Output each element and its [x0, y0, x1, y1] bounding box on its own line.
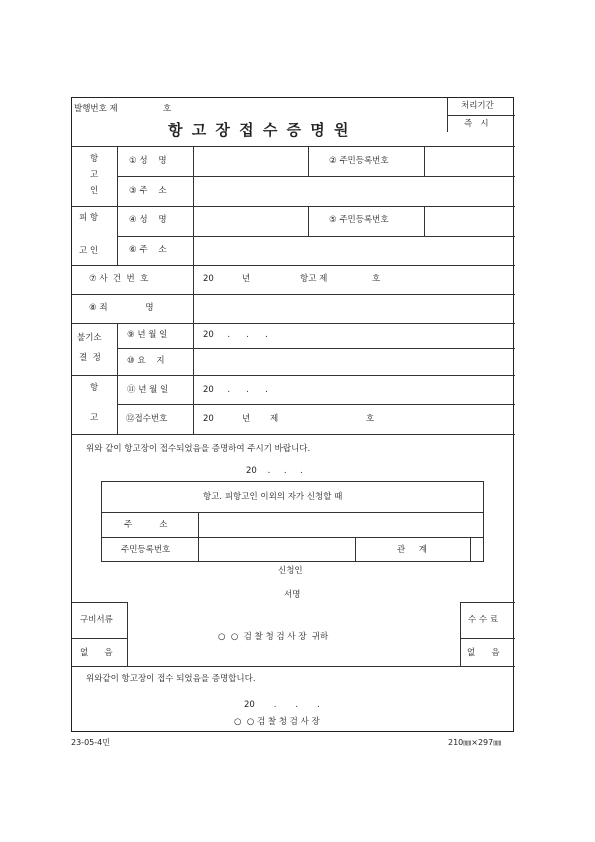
- request-date: 20 . . .: [246, 466, 303, 476]
- certificate-form: [71, 97, 514, 732]
- appeal-group-bottom: 고: [90, 413, 99, 423]
- case-appeal-prefix: 항고 제: [300, 274, 328, 284]
- third-party-relation-field[interactable]: [471, 538, 483, 561]
- issue-number-label: 발행번호 제: [74, 104, 118, 114]
- case-year-suffix: 년: [242, 274, 251, 284]
- non-prosecution-gist-label: ⑩ 요 지: [127, 356, 165, 366]
- appeal-date-label: ⑪ 년 월 일: [127, 385, 169, 395]
- non-prosecution-date-label: ⑨ 년 월 일: [127, 330, 168, 340]
- appellee-rrn-field[interactable]: [425, 207, 514, 235]
- appellant-name-field[interactable]: [194, 147, 307, 175]
- third-party-relation-label: 관 계: [397, 545, 427, 555]
- case-appeal-suffix: 호: [372, 274, 381, 284]
- appellant-group-label-1: 항: [90, 154, 99, 164]
- appellant-rrn-label: ② 주민등록번호: [329, 156, 389, 166]
- appeal-date-value: 20 . . .: [203, 385, 268, 395]
- documents-value: 없 음: [80, 648, 113, 658]
- appellee-name-field[interactable]: [194, 207, 307, 235]
- appeal-receipt-label: ⑫접수번호: [126, 414, 168, 424]
- processing-period-label: 처리기간: [461, 101, 494, 111]
- applicant-label: 신청인: [278, 566, 303, 576]
- paper-size: 210㎜×297㎜: [448, 738, 502, 747]
- certification-signer: ○ ○ 검 찰 청 검 사 장: [234, 717, 320, 727]
- third-party-address-label: 주 소: [124, 520, 168, 530]
- appellee-group-label-top: 피 항: [79, 213, 99, 223]
- appellee-rrn-label: ⑤ 주민등록번호: [329, 215, 389, 225]
- documents-label: 구비서류: [80, 615, 113, 625]
- form-title: 항 고 장 접 수 증 명 원: [168, 121, 351, 139]
- third-party-title: 항고. 피항고인 이외의 자가 신청할 때: [203, 492, 343, 502]
- case-number-label: ⑦ 사 건 번 호: [89, 274, 149, 284]
- crime-field[interactable]: [194, 295, 514, 322]
- appellant-group-label-3: 인: [90, 186, 99, 196]
- appellee-group-label-bottom: 고 인: [79, 246, 99, 256]
- case-year-prefix: 20: [203, 274, 214, 284]
- non-prosecution-group-top: 불기소: [77, 333, 102, 343]
- appellant-rrn-field[interactable]: [425, 147, 514, 175]
- appellee-name-label: ④ 성 명: [129, 215, 167, 225]
- non-prosecution-group-bottom: 결 정: [79, 353, 101, 363]
- crime-label: ⑧ 죄 명: [89, 303, 154, 313]
- non-prosecution-date-value: 20 . . .: [203, 330, 268, 340]
- appellant-address-field[interactable]: [194, 177, 514, 205]
- appellant-name-label: ① 성 명: [129, 156, 167, 166]
- request-statement: 위와 같이 항고장이 접수되었음을 증명하여 주시기 바랍니다.: [86, 444, 311, 454]
- third-party-rrn-field[interactable]: [199, 538, 354, 561]
- appeal-group-top: 항: [90, 383, 99, 393]
- addressee: ○ ○ 검 찰 청 검 사 장 귀하: [218, 632, 329, 642]
- issue-number-suffix: 호: [163, 104, 172, 114]
- signature-label: 서명: [284, 590, 301, 600]
- fee-value: 없 음: [467, 648, 500, 658]
- appeal-receipt-prefix: 20: [203, 414, 214, 424]
- appellee-address-label: ⑥ 주 소: [129, 245, 167, 255]
- appellant-address-label: ③ 주 소: [129, 186, 167, 196]
- non-prosecution-gist-field[interactable]: [194, 349, 514, 374]
- third-party-address-field[interactable]: [199, 513, 483, 536]
- appeal-receipt-mid: 제: [270, 414, 279, 424]
- appeal-receipt-suffix: 호: [366, 414, 375, 424]
- certification-date: 20 . . .: [244, 700, 320, 710]
- certification-statement: 위와같이 항고장이 접수 되었음을 증명합니다.: [86, 674, 256, 684]
- appellant-group-label-2: 고: [90, 170, 99, 180]
- appellee-address-field[interactable]: [194, 237, 514, 264]
- appeal-receipt-year: 년: [242, 414, 251, 424]
- processing-period-value: 즉 시: [464, 119, 489, 129]
- third-party-rrn-label: 주민등록번호: [121, 545, 171, 555]
- form-number: 23-05-4민: [71, 738, 110, 747]
- fee-label: 수 수 료: [468, 615, 499, 625]
